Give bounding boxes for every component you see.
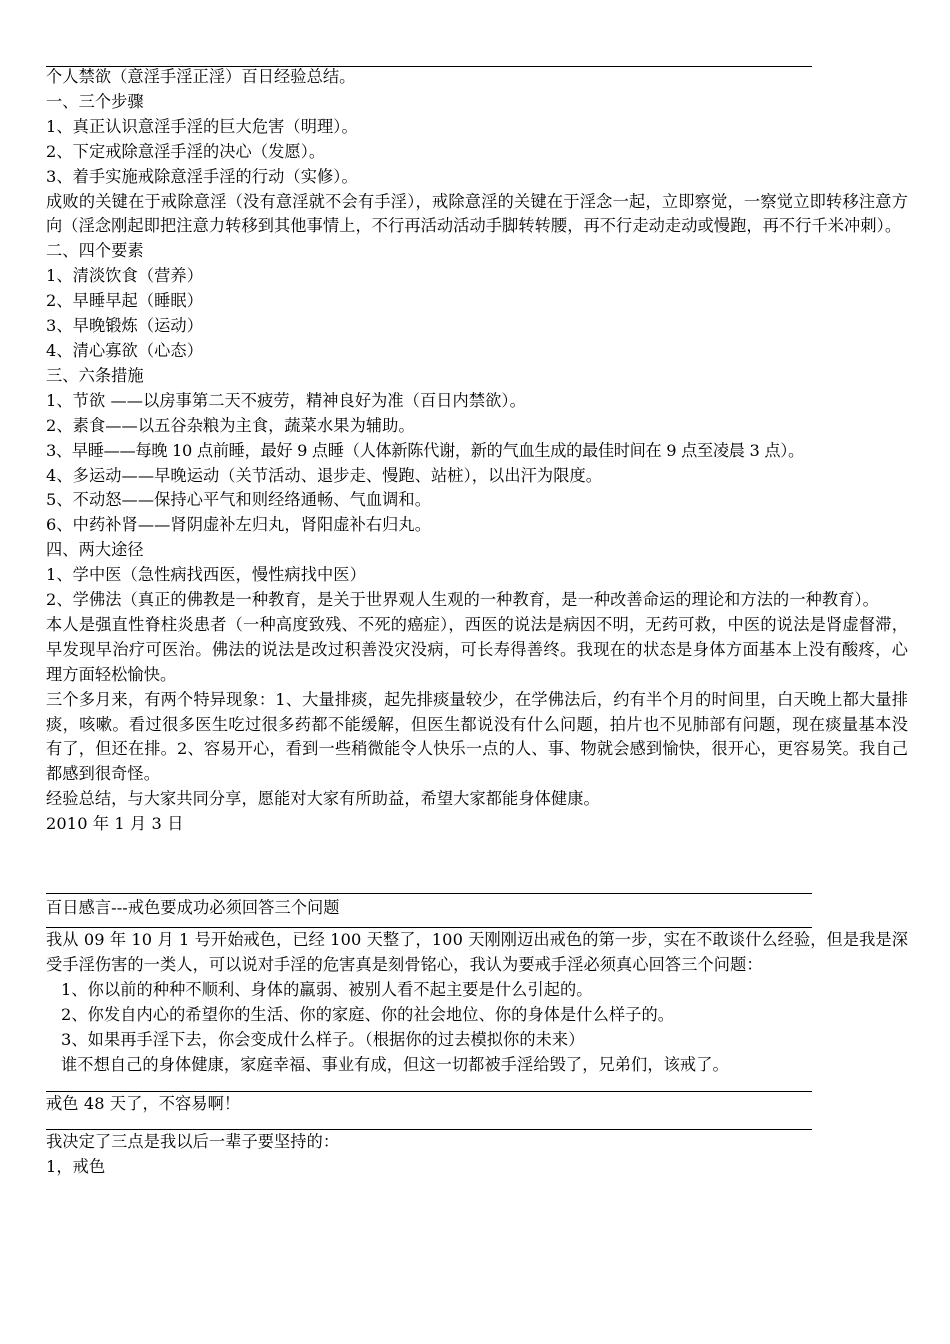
list-item: 6、中药补肾——肾阴虚补左归丸，肾阳虚补右归丸。 <box>46 515 432 535</box>
section-summary <box>46 65 908 837</box>
paragraph: 谁不想自己的身体健康，家庭幸福、事业有成，但这一切都被手淫给毁了，兄弟们，该戒了。 <box>61 1054 729 1074</box>
heading: 二、四个要素 <box>46 241 144 261</box>
list-item: 3、早晚锻炼（运动） <box>46 316 203 336</box>
section-title: 个人禁欲（意淫手淫正淫）百日经验总结。 <box>46 67 356 86</box>
list-item: 1、真正认识意淫手淫的巨大危害（明理）。 <box>46 116 358 136</box>
section-reflection <box>46 928 908 1077</box>
paragraph: 成败的关键在于戒除意淫（没有意淫就不会有手淫），戒除意淫的关键在于淫念一起，立即察觉，一察觉立即转移注意方向（淫念刚起即把注意力转移到其他事情上，不行再活动活动手脚转转腰，再不行走动走动或慢跑，再不行千米冲刺）。 <box>46 191 908 236</box>
document-page <box>46 56 908 1177</box>
list-item: 5、不动怒——保持心平气和则经络通畅、气血调和。 <box>46 490 432 510</box>
list-item: 1、节欲 ——以房事第二天不疲劳，精神良好为准（百日内禁欲）。 <box>46 390 526 410</box>
list-item: 2、你发自内心的希望你的生活、你的家庭、你的社会地位、你的身体是什么样子的。 <box>61 1004 675 1024</box>
section-resolution <box>46 1130 908 1180</box>
list-item: 3、着手实施戒除意淫手淫的行动（实修）。 <box>46 166 358 186</box>
heading: 四、两大途径 <box>46 540 144 560</box>
list-item: 2、早睡早起（睡眠） <box>46 291 203 311</box>
paragraph: 我从 09 年 10 月 1 号开始戒色，已经 100 天整了，100 天刚刚迈出戒色的第一步，实在不敢谈什么经验，但是我是深受手淫伤害的一类人，可以说对手淫的危害真是刻骨铭心，我认为要戒手淫必须真心回答三个问题： <box>46 930 908 974</box>
paragraph: 我决定了三点是我以后一辈子要坚持的： <box>46 1132 340 1152</box>
list-item: 4、多运动——早晚运动（关节活动、退步走、慢跑、站桩），以出汗为限度。 <box>46 465 603 485</box>
paragraph: 经验总结，与大家共同分享，愿能对大家有所助益，希望大家都能身体健康。 <box>46 789 600 809</box>
date: 2010 年 1 月 3 日 <box>46 814 184 834</box>
list-item: 2、素食——以五谷杂粮为主食，蔬菜水果为辅助。 <box>46 415 415 435</box>
list-item: 3、如果再手淫下去，你会变成什么样子。（根据你的过去模拟你的未来） <box>61 1029 585 1049</box>
heading: 三、六条措施 <box>46 365 144 385</box>
heading: 一、三个步骤 <box>46 91 144 111</box>
list-item: 3、早睡——每晚 10 点前睡，最好 9 点睡（人体新陈代谢，新的气血生成的最佳时间在 9 点至凌晨 3 点）。 <box>46 440 804 460</box>
list-item: 1、清淡饮食（营养） <box>46 266 203 286</box>
paragraph: 戒色 48 天了，不容易啊！ <box>46 1094 241 1114</box>
divider <box>46 893 812 894</box>
list-item: 1，戒色 <box>46 1157 106 1177</box>
list-item: 4、清心寡欲（心态） <box>46 340 203 360</box>
list-item: 1、你以前的种种不顺利、身体的羸弱、被别人看不起主要是什么引起的。 <box>61 979 593 999</box>
list-item: 2、下定戒除意淫手淫的决心（发愿）。 <box>46 141 326 161</box>
section-title: 百日感言---戒色要成功必须回答三个问题 <box>46 898 340 918</box>
paragraph: 本人是强直性脊柱炎患者（一种高度致残、不死的癌症），西医的说法是病因不明，无药可救，中医的说法是肾虚督滞，早发现早治疗可医治。佛法的说法是改过积善没灾没病，可长寿得善终。我现在的状态是身体方面基本上没有酸疼，心理方面轻松愉快。 <box>46 614 908 684</box>
list-item: 1、学中医（急性病找西医，慢性病找中医） <box>46 565 366 585</box>
list-item: 2、学佛法（真正的佛教是一种教育，是关于世界观人生观的一种教育，是一种改善命运的理论和方法的一种教育）。 <box>46 590 879 610</box>
paragraph: 三个多月来，有两个特异现象：1、大量排痰，起先排痰量较少，在学佛法后，约有半个月的时间里，白天晚上都大量排痰，咳嗽。看过很多医生吃过很多药都不能缓解，但医生都说没有什么问题，拍片也不见肺部有问题，现在痰量基本没有了，但还在排。2、容易开心，看到一些稍微能令人快乐一点的人、事、物就会感到愉快，很开心，更容易笑。我自己都感到很奇怪。 <box>46 689 908 784</box>
